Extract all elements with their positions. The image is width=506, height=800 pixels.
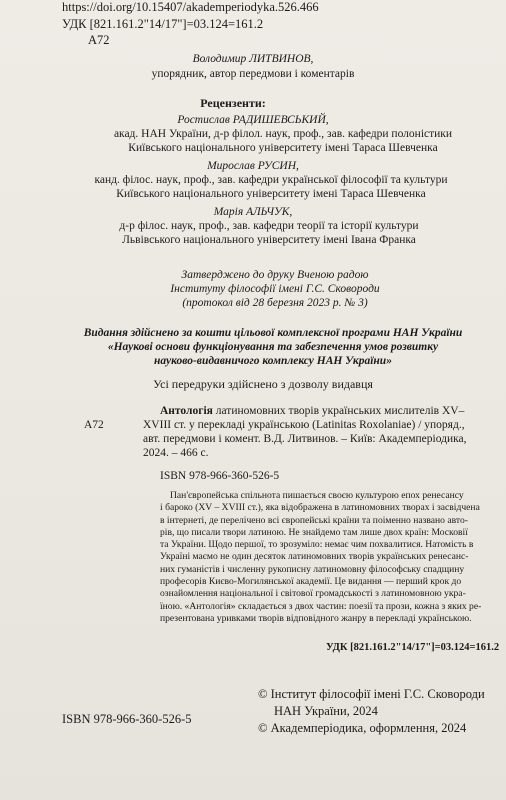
catalog-line-2: XVIII ст. у перекладі українською (Latinitas Roxolaniae) / упоряд., (143, 419, 465, 431)
funding-line-3: науково-видавничого комплексу НАН України» (154, 355, 392, 367)
annotation-line: професорів Києво-Могилянської академії. Це видання — перший крок до (160, 576, 462, 588)
copyright-line-2: НАН України, 2024 (274, 704, 378, 718)
annotation-line: презентована уривками творів відповідного жанру в перекладі українською. (160, 612, 472, 624)
annotation-line: рів, що писали твори латиною. Не знайдемо там лише двох країн: Московії (160, 526, 468, 538)
annotation-line: Україні маємо не один десяток латиномовних творів українських ренесанс- (160, 551, 469, 563)
copyright-line-1: © Інститут філософії імені Г.С. Сковороди (258, 687, 485, 701)
funding-line-2: «Наукові основи функціонування та забезпечення умов розвитку (107, 341, 439, 353)
annotation-line: них гуманістів і численну рукописну латиномовну філософську спадщину (160, 563, 465, 575)
catalog-udk: УДК [821.161.2"14/17"]=03.124=161.2 (326, 642, 500, 653)
approval-line-3: (протокол від 28 березня 2023 р. № 3) (182, 297, 368, 309)
reviewer-3-position: д-р філос. наук, проф., зав. кафедри теорії та історії культури (119, 220, 419, 232)
catalog-title-bold: Антологія (160, 405, 213, 417)
reviewers-heading: Рецензенти: (200, 96, 266, 110)
reviewer-1-affiliation: Київського національного університету імені Тараса Шевченка (128, 142, 438, 154)
author-sign-code-top: А72 (88, 33, 110, 47)
catalog-title-line-1 (160, 404, 464, 418)
catalog-title-rest: латиномовних творів українських мислителів XV– (212, 405, 465, 417)
annotation-text (160, 490, 505, 625)
approval-line-2: Інституту філософії імені Г.С. Сковороди (170, 283, 380, 295)
catalog-line-3: авт. передмови і комент. В.Д. Литвинов. – Київ: Академперіодика, (143, 433, 467, 445)
annotation-line: ознайомлення національної і світової громадськості з латиномовною укра- (160, 588, 466, 600)
reprint-note: Усі передруки здійснено з дозволу видавця (153, 377, 373, 391)
reviewer-2-affiliation: Київського національного університету імені Тараса Шевченка (116, 188, 426, 200)
annotation-line: Пан'європейська спільнота пишається своєю культурою епох ренесансу (170, 490, 464, 501)
catalog-line-4: 2024. – 466 с. (143, 447, 209, 459)
reviewer-3-affiliation: Львівського національного університету імені Івана Франка (122, 234, 416, 246)
reviewer-3-name: Марія АЛЬЧУК, (213, 206, 293, 218)
reviewer-2-name: Мирослав РУСИН, (207, 160, 299, 172)
copyright-line-3: © Академперіодика, оформлення, 2024 (258, 721, 467, 735)
udk-code-top: УДК [821.161.2"14/17"]=03.124=161.2 (62, 17, 264, 31)
footer-isbn: ISBN 978-966-360-526-5 (62, 712, 192, 726)
compiler-name: Володимир ЛИТВИНОВ, (192, 53, 314, 65)
catalog-isbn: ISBN 978-966-360-526-5 (160, 470, 280, 482)
catalog-code: А72 (84, 419, 104, 431)
annotation-line: та України. Щодо першої, то зрозуміло: немає чим похвалитися. Натомість в (160, 539, 474, 551)
doi-link[interactable]: https://doi.org/10.15407/akademperiodyka.526.466 (62, 0, 319, 14)
reviewer-1-name: Ростислав РАДИШЕВСЬКИЙ, (177, 114, 329, 126)
annotation-line: їною. «Антологія» складається з двох частин: поезії та прози, кожна з яких ре- (160, 600, 482, 612)
funding-line-1: Видання здійснено за кошти цільової комплексної програми НАН України (83, 327, 463, 339)
reviewer-2-position: канд. філос. наук, проф., зав. кафедри української філософії та культури (94, 174, 448, 186)
reviewer-1-position: акад. НАН України, д-р філол. наук, проф., зав. кафедри полоністики (113, 128, 453, 140)
approval-line-1: Затверджено до друку Вченою радою (181, 269, 369, 281)
annotation-line: і бароко (XV – XVIII ст.), яка відображена в латиномовних творах і засвідчена (160, 502, 480, 514)
compiler-role: упорядник, автор передмови і коментарів (151, 68, 355, 80)
annotation-line: в інтернеті, де перелічено всі європейські країни та поіменно названо авто- (160, 514, 468, 526)
